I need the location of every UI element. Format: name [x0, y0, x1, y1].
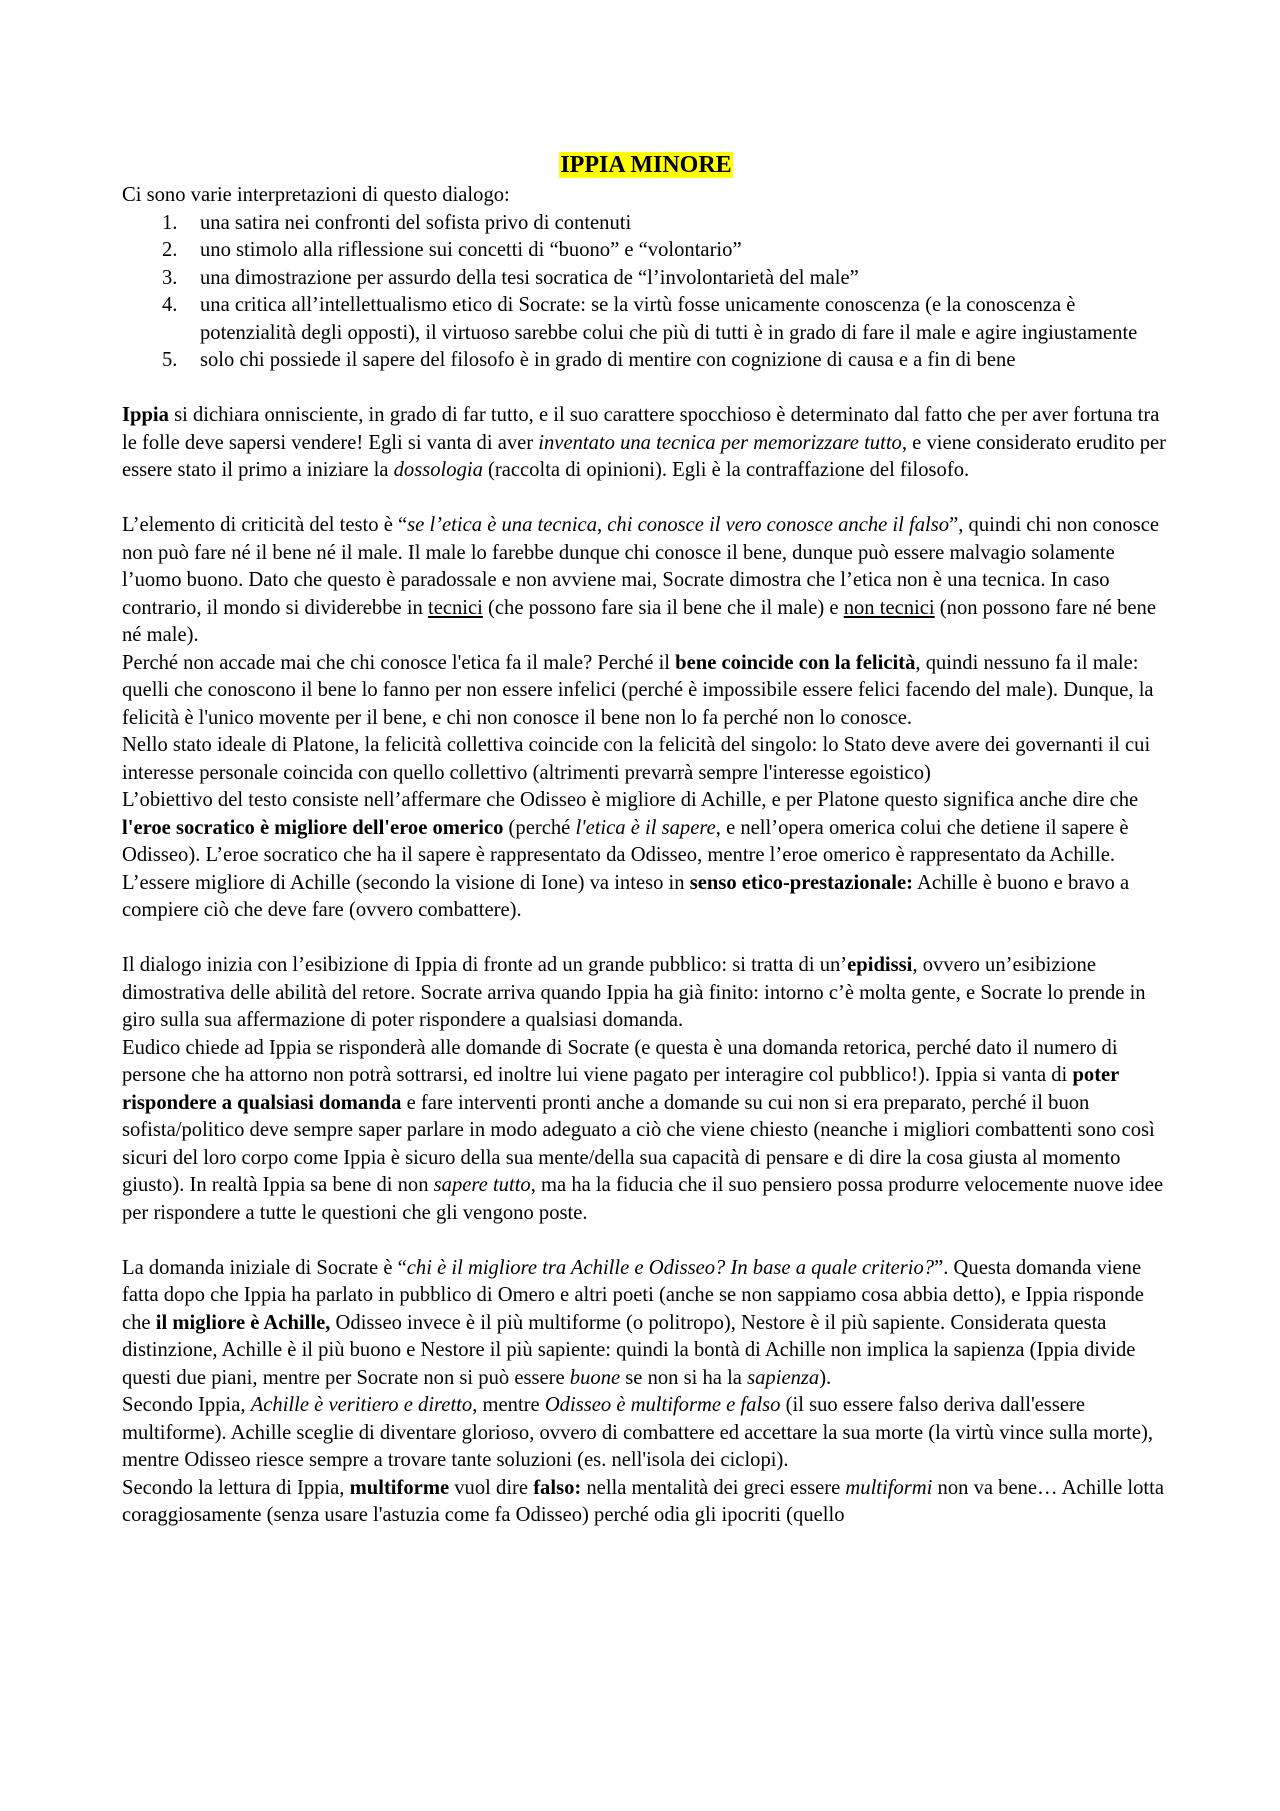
title-highlight: IPPIA MINORE — [560, 152, 732, 178]
text-run: ”. Questa domanda viene fatta dopo che Ippia ha parlato in pubblico di Omero e altri poeti (anche se non sappiamo cosa abbia detto), e Ippia risponde che — [122, 1256, 1144, 1334]
italic-text: dossologia — [393, 459, 483, 481]
list-item — [122, 265, 1170, 293]
interpretations-list — [122, 210, 1170, 375]
text-run: , ma ha la fiducia che il suo pensiero possa produrre velocemente nuove idee per rispondere a tutte le questioni che gli vengono poste. — [122, 1174, 1164, 1224]
text-run: L’obiettivo del testo consiste nell’affermare che Odisseo è migliore di Achille, e per Platone questo significa anche dire che — [122, 789, 1139, 811]
paragraph-domanda — [122, 1255, 1170, 1393]
italic-text: inventato una tecnica per memorizzare tutto — [538, 431, 902, 454]
intro-text: Ci sono varie interpretazioni di questo dialogo: — [122, 184, 510, 206]
text-run: Perché non accade mai che chi conosce l'etica fa il male? Perché il — [122, 651, 676, 674]
paragraph-gap — [122, 485, 1170, 513]
paragraph-secondo-ippia — [122, 1392, 1170, 1475]
list-number: 1. — [162, 211, 178, 234]
paragraph-obiettivo — [122, 787, 1170, 925]
bold-text: multiforme — [349, 1476, 450, 1499]
text-run: Eudico chiede ad Ippia se risponderà alle domande di Socrate (e questa è una domanda retorica, perché dato il numero di persone che ha attorno non potrà sottrarsi, ed inoltre lui viene pagato per interagire col pubblico!). Ippia si vanta di — [122, 1036, 1118, 1086]
underlined-text: tecnici — [427, 596, 483, 619]
document-title — [122, 150, 1170, 180]
bold-text: bene coincide con la felicità — [675, 651, 916, 674]
italic-text: multiformi — [845, 1476, 933, 1499]
list-item — [122, 347, 1170, 375]
list-item-text: una dimostrazione per assurdo della tesi socratica de “l’involontarietà del male” — [200, 266, 859, 289]
bold-text: il migliore è Achille, — [155, 1311, 331, 1334]
text-run: , mentre — [472, 1394, 545, 1416]
list-number: 2. — [162, 239, 178, 261]
paragraph-criticita — [122, 512, 1170, 650]
text-run: Secondo la lettura di Ippia, — [122, 1476, 350, 1499]
paragraph-felicita — [122, 650, 1170, 733]
italic-text: sapienza — [747, 1366, 820, 1389]
text-run: La domanda iniziale di Socrate è “ — [122, 1256, 407, 1279]
text-run: (che possono fare sia il bene che il male) e — [482, 596, 844, 619]
text-run: vuol dire — [449, 1476, 534, 1499]
paragraph-gap — [122, 375, 1170, 403]
text-run: nella mentalità dei greci essere — [581, 1476, 846, 1499]
bold-text: senso etico-prestazionale: — [689, 871, 913, 894]
text-run: Il dialogo inizia con l’esibizione di Ippia di fronte ad un grande pubblico: si tratta di un’ — [122, 954, 848, 976]
italic-text: buone — [569, 1366, 621, 1389]
list-item-text: una satira nei confronti del sofista privo di contenuti — [200, 211, 632, 234]
list-number: 3. — [162, 266, 178, 289]
bold-text: epidissi — [847, 954, 913, 976]
list-item-text: uno stimolo alla riflessione sui concetti di “buono” e “volontario” — [200, 239, 742, 261]
paragraph-ippia — [122, 402, 1170, 485]
bold-text: Ippia — [122, 404, 169, 426]
italic-text: Odisseo è multiforme e falso — [544, 1394, 781, 1416]
text-run: e fare interventi pronti anche a domande su cui non si era preparato, perché il buon sofista/politico deve sempre saper parlare in modo adeguato a ciò che viene chiesto (neanche i migliori combattenti sono così sicuri del loro corpo come Ippia è sicuro della sua mente/della sua capacità di pensare e di dire la cosa giusta al momento giusto). In realtà Ippia sa bene di non — [122, 1091, 1155, 1196]
italic-text: se l’etica è una tecnica, chi conosce il vero conosce anche il falso — [407, 514, 950, 536]
text-run: Nello stato ideale di Platone, la felicità collettiva coincide con la felicità del singolo: lo Stato deve avere dei governanti il cui interesse personale coincida con quello collettivo (altrimenti prevarrà sempre l'interesse egoistico) — [122, 734, 1151, 784]
paragraph-eudico — [122, 1035, 1170, 1228]
text-run: Achille è buono e bravo a compiere ciò che deve fare (ovvero combattere). — [122, 871, 1130, 921]
text-run: , quindi nessuno fa il male: quelli che conoscono il bene lo fanno per non essere infelici (perché è impossibile essere felici facendo del male). Dunque, la felicità è l'unico movente per il bene, e chi non conosce il bene non lo fa perché non lo conosce. — [122, 651, 1154, 729]
list-item — [122, 237, 1170, 265]
text-run: , ovvero un’esibizione dimostrativa delle abilità del retore. Socrate arriva quando Ippia ha già finito: intorno c’è molta gente, e Socrate lo prende in giro sulla sua affermazione di poter rispondere a qualsiasi domanda. — [122, 954, 1146, 1031]
text-run: , e viene considerato erudito per essere stato il primo a iniziare la — [122, 431, 1167, 481]
italic-text: Achille è veritiero e diretto — [250, 1394, 473, 1416]
list-item — [122, 210, 1170, 238]
text-run: si dichiara onnisciente, in grado di far tutto, e il suo carattere spocchioso è determinato dal fatto che per aver fortuna tra le folle deve sapersi vendere! Egli si vanta di aver — [122, 404, 1160, 454]
bold-text: falso: — [533, 1476, 582, 1499]
bold-text: poter rispondere a qualsiasi domanda — [122, 1064, 1119, 1114]
paragraph-gap — [122, 925, 1170, 953]
list-number: 4. — [162, 294, 178, 316]
bold-text: l'eroe socratico è migliore dell'eroe omerico — [122, 816, 504, 839]
document-page — [122, 150, 1170, 1530]
italic-text: sapere tutto — [433, 1174, 531, 1196]
text-run: Secondo Ippia, — [122, 1394, 251, 1416]
text-run: (raccolta di opinioni). Egli è la contraffazione del filosofo. — [482, 459, 970, 481]
text-run: (non possono fare né bene né male). — [122, 596, 1156, 646]
text-run: , e nell’opera omerica colui che detiene il sapere è Odisseo). L’eroe socratico che ha il sapere è rappresentato da Odisseo, mentre l’eroe omerico è rappresentato da Achille. L’essere migliore di Achille (secondo la visione di Ione) va inteso in — [122, 816, 1129, 894]
italic-text: chi è il migliore tra Achille e Odisseo? In base a quale criterio? — [406, 1256, 935, 1279]
text-run: (il suo essere falso deriva dall'essere multiforme). Achille sceglie di diventare glorioso, ovvero di combattere ed accettare la sua morte (la virtù vince sulla morte), mentre Odisseo riesce sempre a trovare tante soluzioni (es. nell'isola dei ciclopi). — [122, 1394, 1154, 1471]
paragraph-stato-ideale — [122, 732, 1170, 787]
text-run: se non si ha la — [620, 1366, 748, 1389]
text-run: L’elemento di criticità del testo è “ — [122, 514, 408, 536]
text-run: (perché — [503, 816, 576, 839]
text-run: Odisseo invece è il più multiforme (o politropo), Nestore è il più sapiente. Considerata questa distinzione, Achille è il più buono e Nestore il più sapiente: quindi la bontà di Achille non implica la sapienza (Ippia divide questi due piani, mentre per Socrate non si può essere — [122, 1311, 1136, 1389]
list-item-text: una critica all’intellettualismo etico di Socrate: se la virtù fosse unicamente conoscenza (e la conoscenza è potenzialità degli opposti), il virtuoso sarebbe colui che più di tutti è in grado di fare il male e agire ingiustamente — [200, 294, 1138, 344]
paragraph-gap — [122, 1227, 1170, 1255]
list-number: 5. — [162, 349, 178, 371]
text-run: ”, quindi chi non conosce non può fare né il bene né il male. Il male lo farebbe dunque chi conosce il bene, dunque può essere malvagio solamente l’uomo buono. Dato che questo è paradossale e non avviene mai, Socrate dimostra che l’etica non è una tecnica. In caso contrario, il mondo si dividerebbe in — [122, 514, 1159, 619]
text-run: non va bene… Achille lotta coraggiosamente (senza usare l'astuzia come fa Odisseo) perché odia gli ipocriti (quello — [122, 1476, 1164, 1526]
list-item-text: solo chi possiede il sapere del filosofo è in grado di mentire con cognizione di causa e a fin di bene — [200, 349, 1016, 371]
italic-text: l'etica è il sapere — [575, 816, 716, 839]
underlined-text: non tecnici — [843, 596, 935, 619]
paragraph-dialogo — [122, 952, 1170, 1035]
list-item — [122, 292, 1170, 347]
text-run: ). — [819, 1366, 832, 1389]
paragraph-lettura — [122, 1475, 1170, 1530]
